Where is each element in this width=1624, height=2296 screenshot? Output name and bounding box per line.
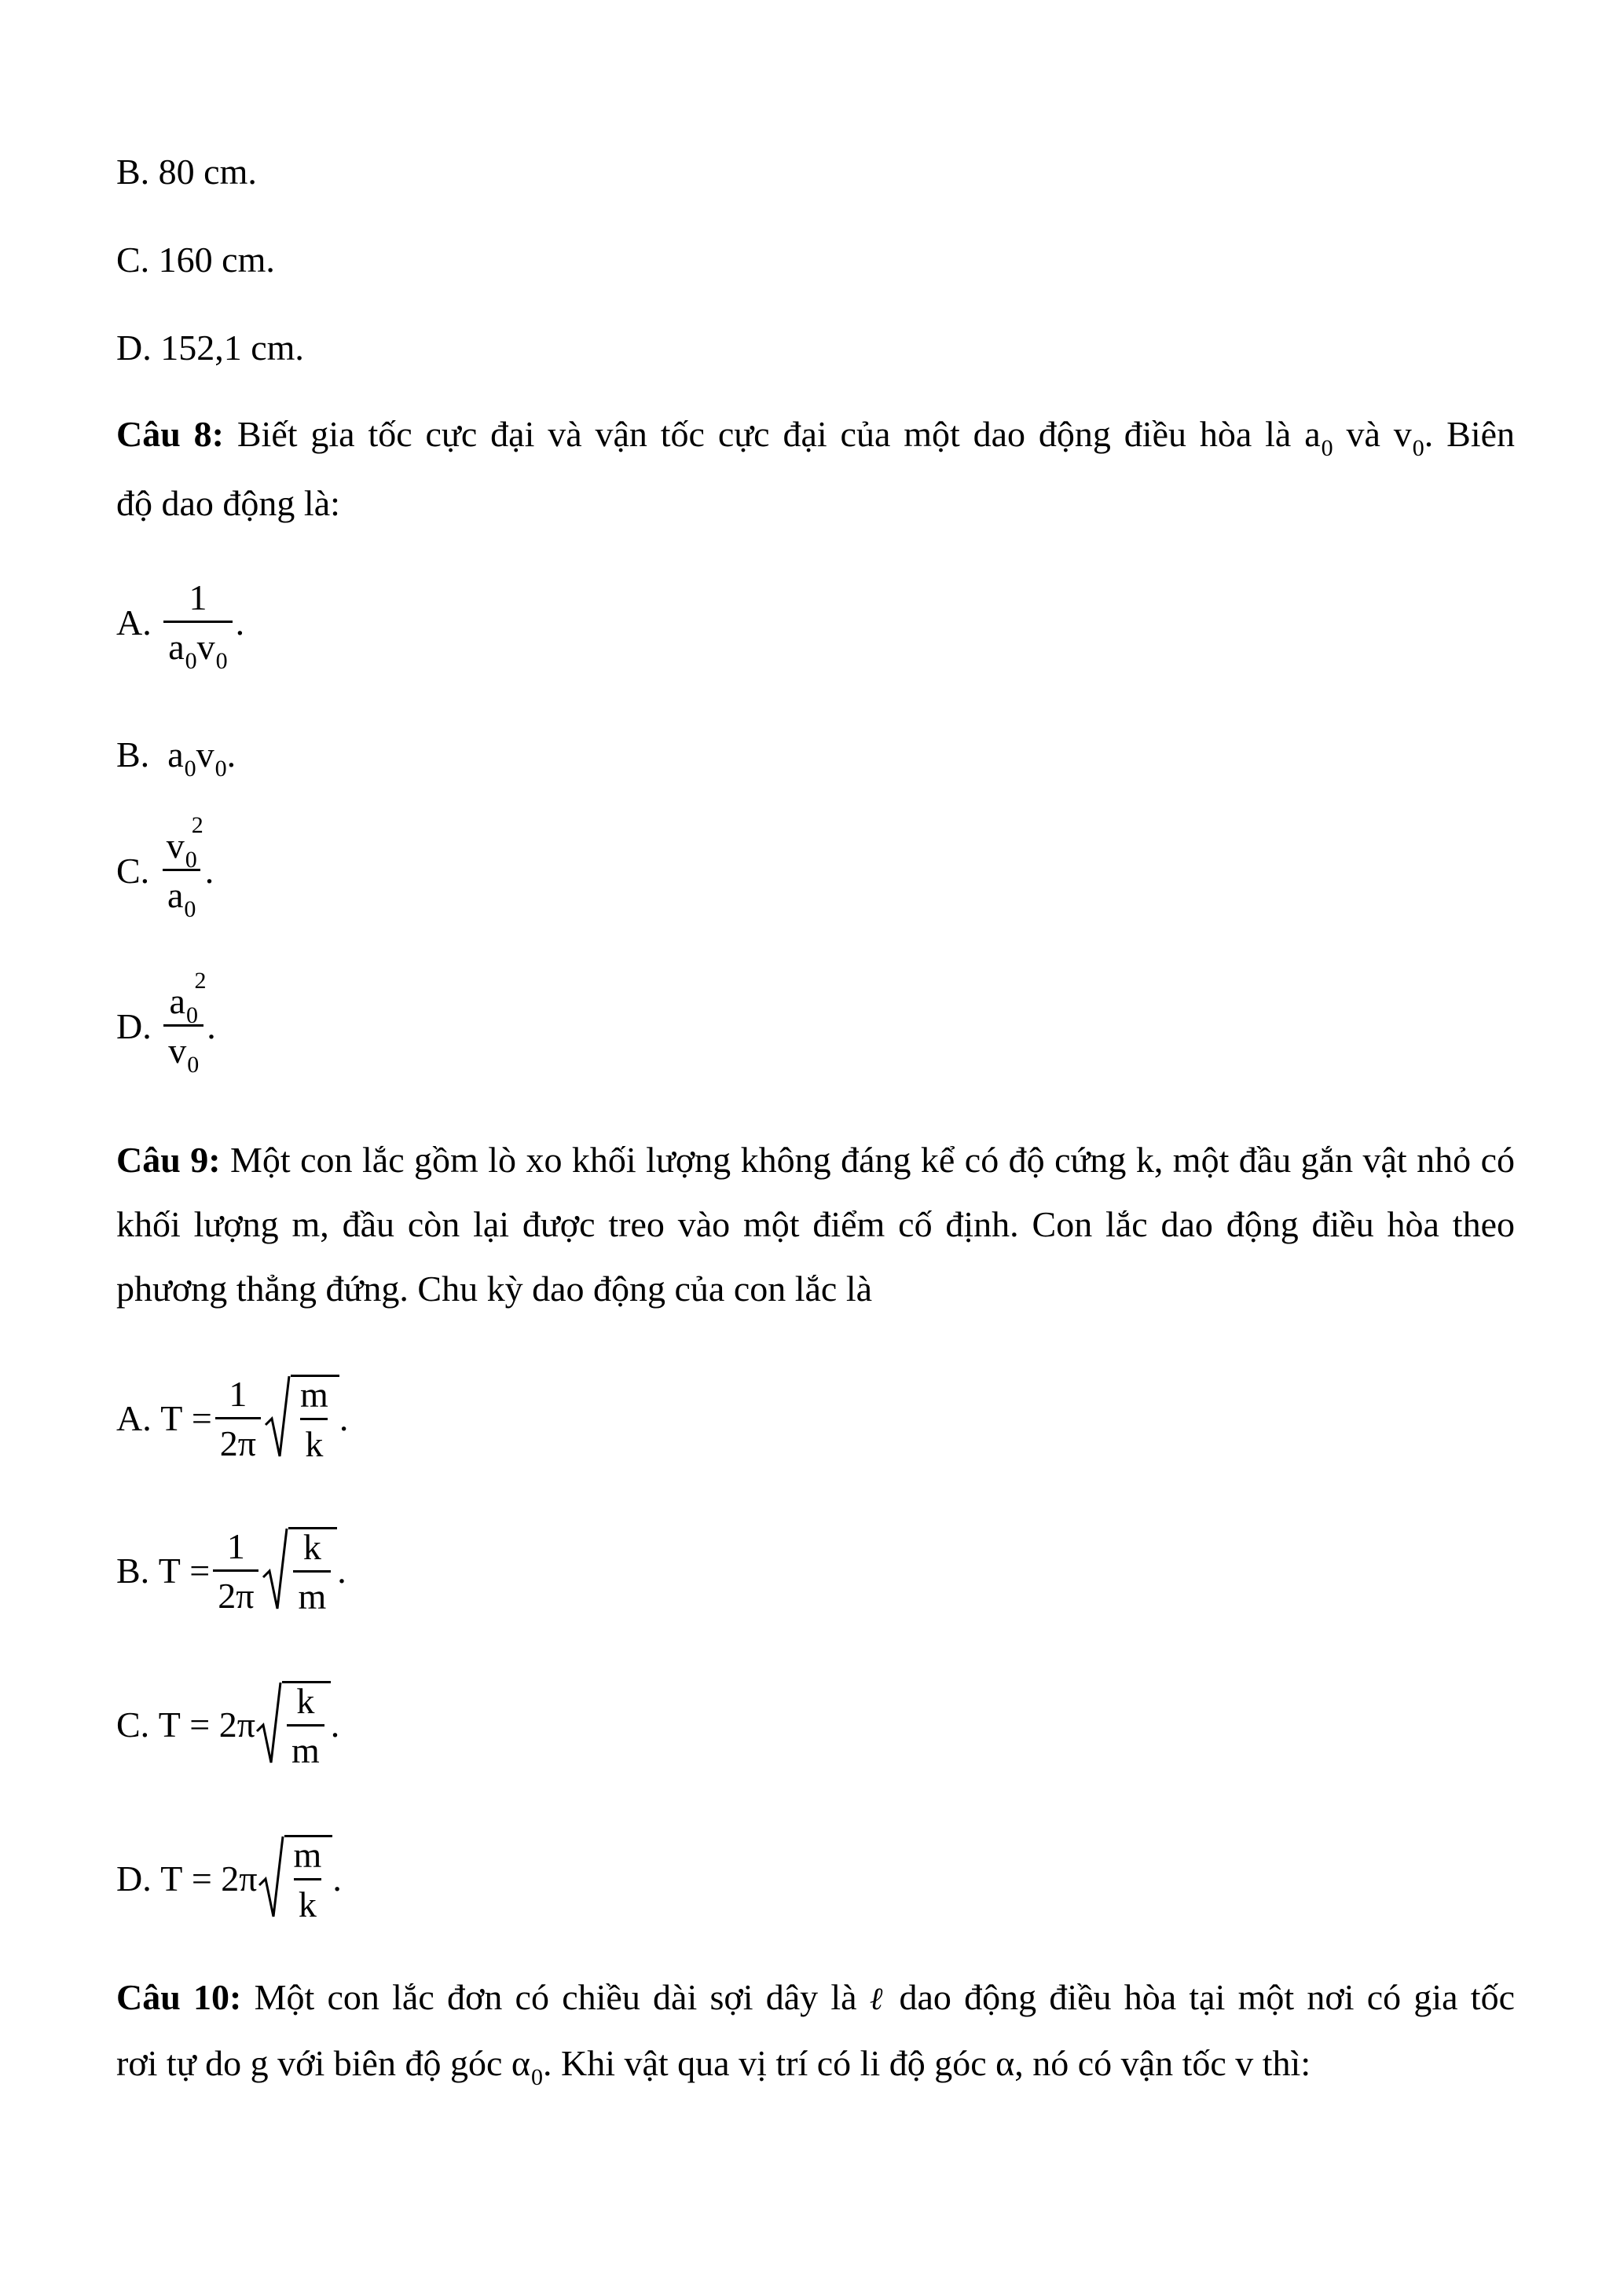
q9-label: Câu 9: bbox=[116, 1140, 221, 1180]
q9-option-a: A. T = $\frac{1}{2\pi}$ $\frac{m}{k}$ . bbox=[116, 1373, 349, 1464]
fraction-denominator: $v_0$ bbox=[163, 1024, 203, 1069]
sqrt-sign: $\frac{m}{k}$ bbox=[258, 1835, 333, 1923]
q9-option-d-letter: D. bbox=[116, 1858, 152, 1899]
q9-option-b-letter: B. bbox=[116, 1551, 150, 1591]
q10-text-line2a: rơi tự do g với biên độ góc bbox=[116, 2043, 503, 2083]
period: . bbox=[235, 602, 245, 643]
q8-option-c-fraction bbox=[162, 812, 203, 922]
q7-option-c: C. 160 cm. bbox=[116, 240, 275, 280]
sqrt-sign: $\frac{k}{m}$ bbox=[262, 1527, 337, 1615]
sqrt-sign: $\frac{m}{k}$ bbox=[264, 1375, 339, 1463]
fraction-numerator: 1 bbox=[189, 577, 207, 617]
q8-option-d: D. $a_0$ 2 $v_0$ . bbox=[116, 968, 216, 1078]
q10-text-part1: Một con lắc đơn có chiều dài sợi dây là bbox=[254, 1977, 857, 2017]
q8-text-part1: Biết gia tốc cực đại và vận tốc cực đại của một dao động điều hòa là bbox=[236, 414, 1292, 454]
q8-option-d-letter: D. bbox=[116, 1005, 152, 1046]
sqrt-sign: $\frac{k}{m}$ bbox=[255, 1681, 331, 1769]
q8-label: Câu 8: bbox=[116, 414, 224, 454]
q9-option-b: B. T = $\frac{1}{2\pi}$ $\frac{k}{m}$ . bbox=[116, 1525, 346, 1617]
q8-text-part2: . Biên bbox=[1424, 414, 1516, 454]
q8-option-b-letter: B. bbox=[116, 734, 150, 774]
fraction-denominator: $a_0v_0$ bbox=[163, 621, 232, 665]
q10-text-line2c: , nó có vận tốc v thì: bbox=[1014, 2043, 1311, 2083]
q10-label: Câu 10: bbox=[116, 1977, 242, 2017]
q10-stem: Câu 10: Một con lắc đơn có chiều dài sợi dây là ℓ dao động điều hòa tại một nơi có gia tốc rơi tự do g với biên độ góc $\alpha_0$. Khi vật qua vị trí có li độ góc α, nó có vận tốc v thì: bbox=[116, 1977, 1516, 2090]
q10-ell-symbol: ℓ bbox=[869, 1981, 887, 2017]
q8-option-a-fraction bbox=[163, 577, 232, 674]
q10-alpha: α bbox=[995, 2043, 1015, 2083]
q8-sym-a0: a bbox=[1304, 414, 1321, 454]
q10-alpha0: α bbox=[511, 2043, 530, 2083]
q8-option-d-fraction bbox=[163, 968, 207, 1078]
q8-text-line2: độ dao động là: bbox=[116, 483, 340, 523]
q8-sub-v0: 0 bbox=[1412, 435, 1424, 461]
q8-option-c-letter: C. bbox=[116, 850, 150, 891]
q7-option-b: B. 80 cm. bbox=[116, 152, 257, 192]
q9-option-d: D. T = 2π $\frac{m}{k}$ . bbox=[116, 1835, 342, 1924]
q7-option-d: D. 152,1 cm. bbox=[116, 328, 304, 368]
q8-and: và bbox=[1346, 414, 1380, 454]
q8-option-b: B. $a_0v_0$. bbox=[116, 734, 236, 782]
fraction-numerator: $a_0$ 2 bbox=[169, 968, 207, 1028]
q9-stem bbox=[116, 1128, 1515, 1321]
q10-text-line2b: . Khi vật qua vị trí có li độ góc bbox=[542, 2043, 987, 2083]
q8-option-c: C. $v_0$ 2 $a_0$ . bbox=[116, 812, 214, 922]
fraction-denominator: $a_0$ bbox=[163, 869, 200, 914]
q9-option-a-letter: A. bbox=[116, 1398, 152, 1438]
q8-sub-a0: 0 bbox=[1321, 435, 1333, 461]
q8-sym-v0: v bbox=[1393, 414, 1412, 454]
fraction-numerator: $v_0$ 2 bbox=[166, 812, 203, 873]
q10-text-part2: dao động điều hòa tại một nơi có gia tốc bbox=[899, 1977, 1516, 2017]
q8-option-a bbox=[116, 577, 245, 674]
q8-stem bbox=[116, 402, 1515, 536]
q9-text: Một con lắc gồm lò xo khối lượng không đáng kể có độ cứng k, một đầu gắn vật nhỏ có khối lượng m, đầu còn lại được treo vào một điểm cố định. Con lắc dao động điều hòa theo phương thẳng đứng. Chu kỳ dao động của con lắc là bbox=[116, 1140, 1516, 1309]
q9-option-c-letter: C. bbox=[116, 1705, 150, 1745]
q9-option-c: C. T = 2π $\frac{k}{m}$ . bbox=[116, 1681, 340, 1771]
q8-option-a-letter: A. bbox=[116, 602, 152, 643]
